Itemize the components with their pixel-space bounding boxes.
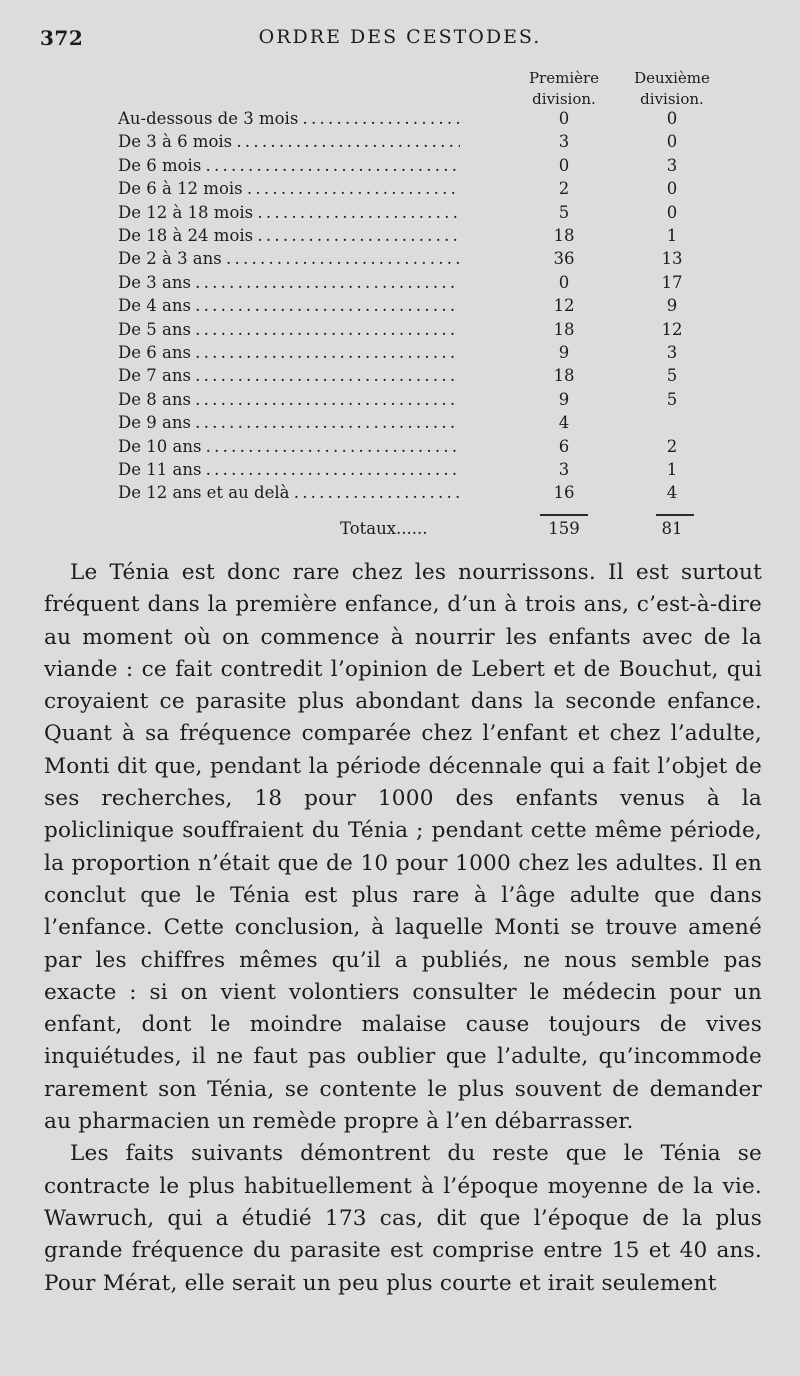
totals-label: Totaux...... (340, 519, 428, 538)
row-label: De 6 ans . . . (118, 343, 460, 362)
value-deuxieme: 4 (666, 483, 678, 503)
page-number: 372 (40, 26, 84, 50)
value-deuxieme: 1 (666, 226, 678, 245)
value-deuxieme: 5 (666, 366, 678, 386)
row-label: De 3 ans . . . (118, 273, 460, 292)
value-premiere: 18 (553, 366, 575, 386)
table-row (0, 132, 800, 156)
value-premiere: 0 (558, 155, 570, 175)
value-deuxieme: 3 (666, 343, 678, 362)
row-label: De 6 mois . . . (118, 156, 460, 175)
table-row (0, 320, 800, 344)
table-row (0, 390, 800, 414)
table-row (0, 249, 800, 273)
table-row (0, 437, 800, 461)
value-deuxieme: 2 (666, 436, 678, 456)
row-label: De 12 à 18 mois . . . (118, 203, 460, 222)
running-head: ORDRE DES CESTODES. (258, 26, 542, 48)
row-label: De 9 ans . . . (118, 413, 460, 432)
value-premiere: 3 (558, 460, 570, 479)
value-premiere: 0 (558, 272, 570, 292)
value-premiere: 2 (558, 179, 570, 199)
value-premiere: 18 (553, 226, 575, 245)
row-label: De 5 ans . . . (118, 320, 460, 339)
row-label: Au-dessous de 3 mois . . . (118, 109, 460, 128)
table-row (0, 413, 800, 437)
row-label: De 4 ans . . . (118, 296, 460, 315)
value-premiere: 18 (553, 319, 575, 339)
table-row (0, 203, 800, 227)
row-label: De 8 ans . . . (118, 390, 460, 409)
value-deuxieme: 3 (666, 155, 678, 175)
column-header-premiere: Première division. (528, 69, 600, 108)
table-row (0, 483, 800, 507)
paragraph: Les faits suivants démontrent du reste que le Ténia se contracte le plus habituellement à l’époque moyenne de la vie. Wawruch, qui a étudié 173 cas, dit que l’époque de la plus grande fréquence du parasite est comprise entre 15 et 40 ans. Pour Mérat, elle serait un peu plus courte et irait seulement (44, 1141, 762, 1296)
body-text (44, 557, 762, 1300)
table-row (0, 226, 800, 250)
value-deuxieme: 17 (661, 272, 683, 292)
table-row (0, 366, 800, 390)
value-premiere: 4 (558, 413, 570, 433)
value-deuxieme: 9 (666, 296, 678, 316)
value-premiere: 36 (553, 249, 575, 269)
totals-premiere: 159 (548, 519, 580, 538)
row-label: De 6 à 12 mois . . . (118, 179, 460, 198)
row-label: De 7 ans . . . (118, 366, 460, 385)
value-deuxieme: 0 (666, 132, 678, 152)
value-deuxieme: 0 (666, 202, 678, 222)
table-row (0, 109, 800, 133)
value-premiere: 5 (558, 202, 570, 222)
value-deuxieme: 5 (666, 389, 678, 409)
value-premiere: 9 (558, 343, 570, 362)
value-deuxieme: 1 (666, 460, 678, 479)
row-label: De 10 ans . . . (118, 437, 460, 456)
value-deuxieme: 12 (661, 319, 683, 339)
value-premiere: 16 (553, 483, 575, 503)
value-premiere: 9 (558, 389, 570, 409)
table-row (0, 156, 800, 180)
value-premiere: 6 (558, 436, 570, 456)
value-deuxieme: 13 (661, 249, 683, 269)
row-label: De 12 ans et au delà . . . (118, 483, 460, 502)
table-row (0, 179, 800, 203)
value-premiere: 3 (558, 132, 570, 152)
value-premiere: 0 (558, 109, 570, 128)
row-label: De 18 à 24 mois . . . (118, 226, 460, 245)
table-row (0, 296, 800, 320)
column-header-deuxieme: Deuxième division. (634, 69, 710, 108)
total-rule-deuxieme (656, 514, 694, 516)
table-row (0, 460, 800, 484)
totals-row (0, 519, 800, 543)
value-deuxieme: 0 (666, 179, 678, 199)
row-label: De 3 à 6 mois . . . (118, 132, 460, 151)
totals-deuxieme: 81 (661, 519, 683, 538)
value-deuxieme: 0 (666, 109, 678, 128)
paragraph: Le Ténia est donc rare chez les nourrissons. Il est surtout fréquent dans la première enfance, d’un à trois ans, c’est-à-dire au moment où on commence à nourrir les enfants avec de la viande : ce fait contredit l’opinion de Lebert et de Bouchut, qui croyaient ce parasite plus abondant dans la seconde enfance. Quant à sa fréquence comparée chez l’enfant et chez l’adulte, Monti dit que, pendant la période décennale qui a fait l’objet de ses recherches, 18 pour 1000 des enfants venus à la policlinique souffraient du Ténia ; pendant cette même période, la proportion n’était que de 10 pour 1000 chez les adultes. Il en conclut que le Ténia est plus rare à l’âge adulte que dans l’enfance. Cette conclusion, à laquelle Monti se trouve amené par les chiffres mêmes qu’il a publiés, ne nous semble pas exacte : si on vient volontiers consulter le médecin pour un enfant, dont le moindre malaise cause toujours de vives inquiétudes, il ne faut pas oublier que l’adulte, qu’incommode rarement son Ténia, se contente le plus souvent de demander au pharmacien un remède propre à l’en débarrasser. (44, 560, 762, 1135)
table-row (0, 273, 800, 297)
row-label: De 2 à 3 ans . . . (118, 249, 460, 268)
value-premiere: 12 (553, 296, 575, 316)
total-rule-premiere (540, 514, 588, 516)
table-row (0, 343, 800, 367)
row-label: De 11 ans . . . (118, 460, 460, 479)
